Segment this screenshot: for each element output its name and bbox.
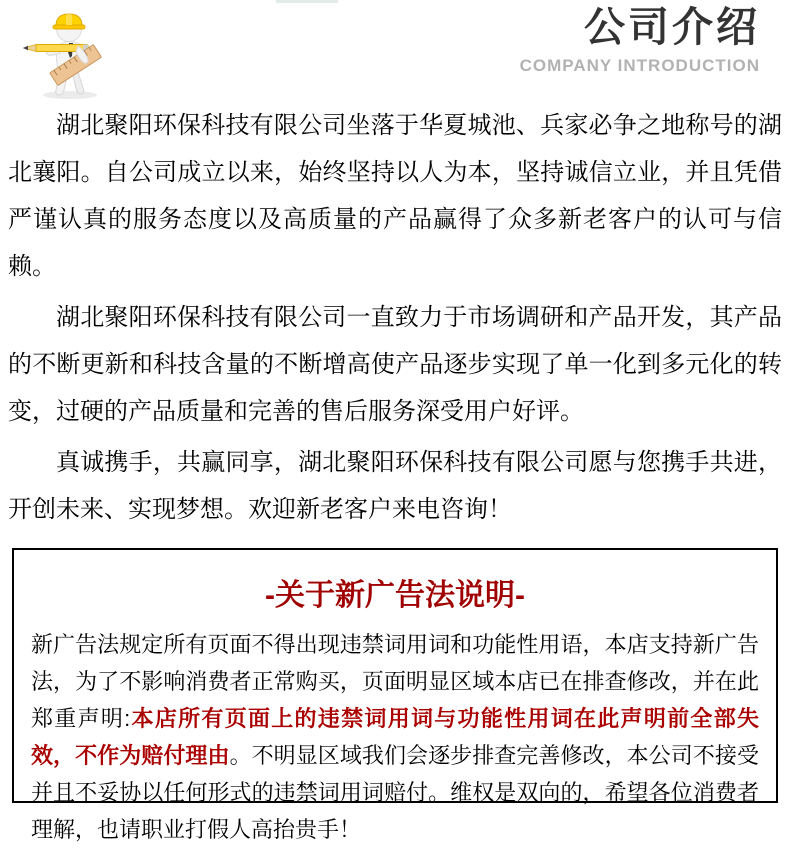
notice-body-highlight: 本店所有页面上的违禁词用词与功能性用词在此声明前全部失效，不作为赔付理由 [31,706,759,768]
page-title: 公司介绍 [584,4,760,50]
intro-paragraph-1: 湖北聚阳环保科技有限公司坐落于华夏城池、兵家必争之地称号的湖北襄阳。自公司成立以来，始终坚持以人为本，坚持诚信立业，并且凭借严谨认真的服务态度以及高质量的产品赢得了众多新老客户的认可与信赖。 [8,112,782,280]
notice-title: -关于新广告法说明- [265,579,525,612]
hardhat-icon [53,14,85,29]
company-intro-section [0,100,790,533]
notice-body [31,626,759,848]
page-subtitle: COMPANY INTRODUCTION [519,56,760,76]
worker-mascot-icon [20,8,120,100]
header [0,0,790,100]
header-title-block [520,4,760,76]
intro-paragraph-3: 真诚携手，共赢同享，湖北聚阳环保科技有限公司愿与您携手共进，开创未来、实现梦想。欢迎新老客户来电咨询！ [8,449,782,523]
advertising-law-notice-box [12,548,778,842]
intro-paragraph-2: 湖北聚阳环保科技有限公司一直致力于市场调研和产品开发，其产品的不断更新和科技含量的不断增高使产品逐步实现了单一化到多元化的转变，过硬的产品质量和完善的售后服务深受用户好评。 [8,304,782,425]
notice-body-prefix: 新广告法规定所有页面不得出现违禁词用词和功能性用语，本店支持新广告法，为了不影响消费者正常购买，页面明显区域本店已在排查修改，并在此郑重声明: [31,632,759,731]
notice-body-suffix: 。不明显区域我们会逐步排查完善修改，本公司不接受并且不妥协以任何形式的违禁词用词赔付。维权是双向的，希望各位消费者理解，也请职业打假人高抬贵手！ [31,743,759,842]
